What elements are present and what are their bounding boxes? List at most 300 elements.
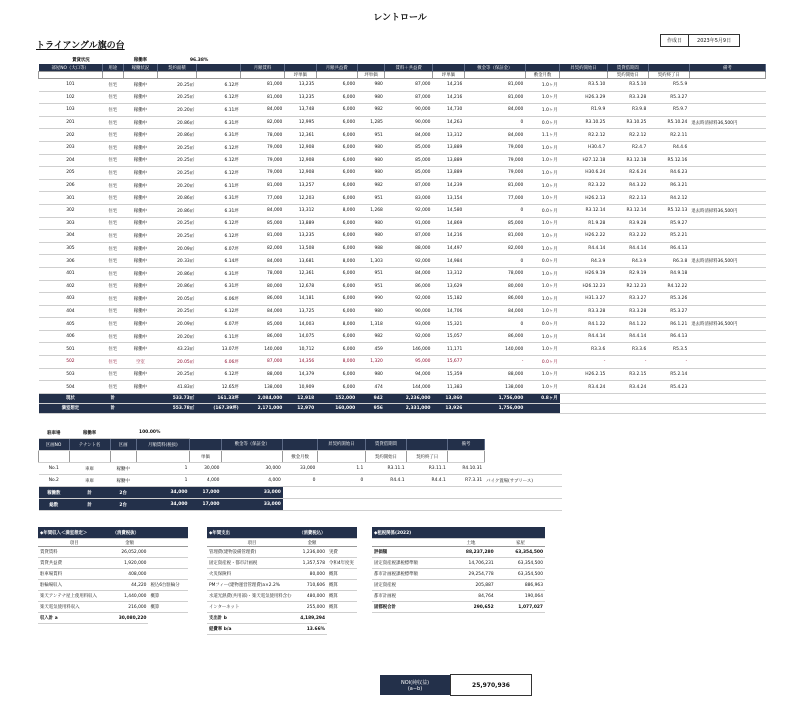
rent-cell: 12,908 (284, 154, 316, 167)
rent-total-cell: 942 (357, 393, 385, 403)
rent-cell: 12,203 (284, 192, 316, 205)
rent-cell: 92,000 (385, 330, 433, 343)
expense-note: 概算 (327, 602, 357, 613)
rent-cell: 13,235 (284, 91, 316, 104)
rent-cell: 住宅 (102, 129, 123, 142)
rent-cell: 稼働中 (123, 318, 157, 331)
rent-cell: 20.20㎡ (158, 104, 197, 117)
empty-cell (407, 487, 448, 499)
rent-cell: 14,730 (432, 104, 464, 117)
rent-cell: 138,000 (464, 381, 525, 394)
parking-total-cell: 計 (69, 487, 110, 499)
table-row (39, 318, 766, 331)
created-date-box (660, 34, 740, 47)
rent-cell: 10,909 (284, 381, 316, 394)
table-row (39, 293, 766, 306)
rent-cell: 住宅 (102, 330, 123, 343)
rent-col-header: 備考 (689, 64, 765, 72)
table-row (39, 129, 766, 142)
rent-cell: 退去時清掃料36,500円 (689, 318, 765, 331)
rent-cell: 82,000 (241, 242, 285, 255)
rent-cell: R5.12.13 (648, 204, 689, 217)
rent-cell: 20.25㎡ (158, 230, 197, 243)
rent-cell: 13,312 (432, 129, 464, 142)
rent-cell: R6.4.13 (648, 242, 689, 255)
rent-cell: 13,889 (432, 154, 464, 167)
rent-cell: 住宅 (102, 318, 123, 331)
rent-cell: 79,000 (464, 154, 525, 167)
rent-cell: 1.0ヶ月 (525, 343, 559, 356)
rent-cell: 1,303 (357, 255, 385, 268)
income-title: ◆年間収入＜満室想定＞ (38, 527, 111, 539)
rent-cell (689, 154, 765, 167)
rent-cell (689, 280, 765, 293)
expense-total-label: 支出計 b (207, 613, 297, 624)
rent-cell: 87,000 (385, 179, 433, 192)
rent-cell: 12.65坪 (196, 381, 241, 394)
rent-cell: 稼働中 (123, 91, 157, 104)
parking-col-subheader (136, 451, 189, 463)
rent-cell: 79,000 (241, 167, 285, 180)
parking-header-row (39, 439, 563, 451)
rent-cell: 90,000 (385, 104, 433, 117)
rent-cell: R4.2.12 (648, 192, 689, 205)
rent-total-cell: 1,756,000 (464, 393, 525, 403)
expense-amount: 255,000 (297, 602, 327, 613)
rent-cell: 83,000 (385, 192, 433, 205)
rent-cell: 稼働中 (123, 129, 157, 142)
rent-cell: 988 (357, 242, 385, 255)
rent-cell: 6,000 (316, 280, 357, 293)
rent-cell: H26.3.29 (560, 91, 608, 104)
empty-cell (648, 403, 689, 413)
income-note (148, 558, 188, 569)
rent-cell: 8,000 (316, 204, 357, 217)
rent-cell: 6.12坪 (196, 217, 241, 230)
rent-cell (689, 167, 765, 180)
table-row (39, 204, 766, 217)
rent-cell: R4.9.18 (648, 267, 689, 280)
rent-cell: 14,263 (432, 116, 464, 129)
rent-cell: 住宅 (102, 217, 123, 230)
rent-cell: R4.4.14 (607, 242, 648, 255)
rent-cell: 6,000 (316, 91, 357, 104)
rent-cell: 14,216 (432, 79, 464, 92)
rent-cell: 20.25㎡ (158, 79, 197, 92)
rent-total-row (39, 403, 766, 413)
empty-cell (407, 499, 448, 511)
empty-cell (484, 499, 562, 511)
rent-cell: 稼働中 (123, 343, 157, 356)
rent-cell: 43.23㎡ (158, 343, 197, 356)
list-item (38, 569, 188, 580)
expense-col-row (207, 539, 357, 547)
table-row (39, 475, 563, 487)
rent-cell: 6.12坪 (196, 91, 241, 104)
rent-cell: - (648, 356, 689, 369)
rent-cell: R3.10.25 (607, 116, 648, 129)
rent-cell: R4.4.14 (607, 330, 648, 343)
rent-cell: 14,580 (432, 204, 464, 217)
rent-total-cell: 満室想定 (39, 403, 103, 413)
rent-cell: R1.9.28 (560, 217, 608, 230)
tax-item: 固定資産税課税標準額 (372, 558, 446, 569)
parking-total-cell: 17,000 (189, 487, 221, 499)
rent-cell: 93,000 (385, 318, 433, 331)
rent-cell: 20.25㎡ (158, 154, 197, 167)
expense-col-item: 項目 (207, 539, 297, 547)
rent-cell: 951 (357, 192, 385, 205)
parking-cell: バイク置場(サブリース) (484, 475, 562, 487)
rent-cell: 住宅 (102, 104, 123, 117)
rent-cell: 146,000 (385, 343, 433, 356)
rent-cell: R3.3.28 (607, 305, 648, 318)
rent-cell: 13,889 (284, 217, 316, 230)
rent-col-subheader (196, 72, 241, 79)
rent-col-header: 昇契約開始日 (560, 64, 608, 72)
rent-cell: R1.9.9 (560, 104, 608, 117)
rent-cell: 6,000 (316, 343, 357, 356)
rent-total-cell: 0.8ヶ月 (525, 393, 559, 403)
rent-cell: H26.2.13 (560, 192, 608, 205)
rent-cell: 11,171 (432, 343, 464, 356)
rent-cell: 1.0ヶ月 (525, 381, 559, 394)
rent-cell: 81,000 (464, 91, 525, 104)
rent-cell: 14,239 (432, 179, 464, 192)
rent-cell: 8,000 (316, 318, 357, 331)
rent-cell: 102 (39, 91, 103, 104)
rent-cell: 20.86㎡ (158, 116, 197, 129)
rent-cell: 982 (357, 179, 385, 192)
rent-cell: R6.3.8 (648, 255, 689, 268)
rent-col-subheader (102, 72, 123, 79)
rent-cell: R3.3.28 (607, 91, 648, 104)
rent-cell: 0 (464, 318, 525, 331)
rent-cell: 0 (464, 204, 525, 217)
parking-total-cell: 2台 (110, 499, 136, 511)
parking-occupancy-label: 稼働率 (69, 427, 110, 439)
rent-cell: R4.3.9 (560, 255, 608, 268)
table-row (39, 280, 766, 293)
rent-cell: R5.9.27 (648, 217, 689, 230)
rent-cell: 20.09㎡ (158, 318, 197, 331)
rent-cell: 980 (357, 167, 385, 180)
rent-cell: 88,000 (464, 368, 525, 381)
rent-cell: R5.5.9 (648, 79, 689, 92)
list-item (38, 580, 188, 591)
income-amount: 1,440,000 (111, 591, 149, 602)
rent-cell: R6.3.21 (648, 179, 689, 192)
rent-cell: 80,000 (241, 280, 285, 293)
expense-note: 実費 (327, 547, 357, 558)
table-row (39, 104, 766, 117)
income-col-amount: 金額 (111, 539, 149, 547)
rent-cell: 8,000 (316, 356, 357, 369)
noi-label-text: NOI(純収益) (400, 679, 430, 686)
rent-cell: 980 (357, 368, 385, 381)
rent-cell: 6.31坪 (196, 204, 241, 217)
income-item: 賃貸共益費 (38, 558, 111, 569)
rent-cell: 6,000 (316, 293, 357, 306)
rent-cell: 住宅 (102, 91, 123, 104)
rent-cell: 1.0ヶ月 (525, 167, 559, 180)
rent-cell: 14,984 (432, 255, 464, 268)
rent-cell (689, 192, 765, 205)
rent-cell: R3.3.27 (607, 293, 648, 306)
tax-building: 886,963 (496, 580, 545, 591)
rent-cell: 20.33㎡ (158, 255, 197, 268)
rent-cell: 301 (39, 192, 103, 205)
income-tax-note: （消費税抜） (111, 527, 188, 539)
rent-cell (689, 79, 765, 92)
income-item: 楽天アンテナ屋上使用料収入 (38, 591, 111, 602)
rent-cell: 82,000 (464, 242, 525, 255)
tax-land: 84,764 (446, 591, 495, 602)
rent-cell: 0.0ヶ月 (525, 356, 559, 369)
list-item (38, 602, 188, 613)
table-row (39, 343, 766, 356)
rent-cell: 84,000 (464, 305, 525, 318)
parking-total-cell: 稼働数 (39, 487, 70, 499)
rent-cell: R3.4.24 (560, 381, 608, 394)
expense-ratio-row (207, 624, 357, 635)
rent-cell: 6.06坪 (196, 356, 241, 369)
rent-cell: 6,000 (316, 305, 357, 318)
income-col-item: 項目 (38, 539, 111, 547)
expense-item: インターネット (207, 602, 297, 613)
income-amount: 216,000 (111, 602, 149, 613)
rent-status-row (39, 56, 766, 64)
rent-cell: R2.12.23 (607, 280, 648, 293)
table-row (39, 356, 766, 369)
rent-cell: 稼働中 (123, 179, 157, 192)
expense-note: 概算 (327, 580, 357, 591)
expense-amount: 480,000 (297, 591, 327, 602)
rent-cell: R3.9.8 (607, 104, 648, 117)
rent-cell: 91,000 (385, 217, 433, 230)
parking-total-row (39, 499, 563, 511)
rent-cell: 13,889 (432, 141, 464, 154)
rent-total-cell: 160,000 (316, 403, 357, 413)
rent-cell: 住宅 (102, 368, 123, 381)
rent-cell: 980 (357, 79, 385, 92)
parking-col-header (407, 439, 448, 451)
rent-total-cell: 計 (102, 393, 123, 403)
rent-cell: - (607, 356, 648, 369)
rent-cell: R3.2.22 (607, 230, 648, 243)
rent-total-cell (123, 403, 157, 413)
rent-cell: 住宅 (102, 267, 123, 280)
rent-cell: 6.31坪 (196, 116, 241, 129)
rent-cell: 404 (39, 305, 103, 318)
rent-cell: 稼働中 (123, 104, 157, 117)
list-item (207, 591, 357, 602)
parking-col-subheader (317, 451, 365, 463)
parking-cell: R3.11.1 (407, 463, 448, 475)
rent-cell: 77,000 (464, 192, 525, 205)
rent-cell: 405 (39, 318, 103, 331)
rent-col-header: 敷金等（保証金） (464, 64, 525, 72)
rent-cell: 12,908 (284, 141, 316, 154)
rent-cell: 85,000 (385, 141, 433, 154)
rent-cell: 稼働中 (123, 368, 157, 381)
rent-cell: 6.12坪 (196, 230, 241, 243)
parking-cell: No.2 (39, 475, 70, 487)
empty-cell (648, 393, 689, 403)
parking-cell: R7.3.31 (448, 475, 484, 487)
rent-cell: 982 (357, 330, 385, 343)
rent-cell: 86,000 (464, 330, 525, 343)
rent-cell: 78,000 (241, 267, 285, 280)
income-note (148, 569, 188, 580)
rent-cell: 20.86㎡ (158, 204, 197, 217)
tax-col-row (372, 539, 545, 547)
rent-cell: 6,000 (316, 230, 357, 243)
table-row (39, 255, 766, 268)
rent-cell: 住宅 (102, 230, 123, 243)
rent-cell: 稼働中 (123, 381, 157, 394)
expense-note: 概算 (327, 591, 357, 602)
empty-cell (365, 499, 406, 511)
rent-cell: 12,995 (284, 116, 316, 129)
rent-cell: 81,000 (464, 179, 525, 192)
rent-cell: 1.0ヶ月 (525, 280, 559, 293)
rent-total-cell: 13,926 (432, 403, 464, 413)
rent-cell: R4.1.22 (607, 318, 648, 331)
rent-total-cell: 12,970 (284, 403, 316, 413)
income-amount: 44,220 (111, 580, 149, 591)
empty-cell (448, 499, 484, 511)
rent-cell: 459 (357, 343, 385, 356)
parking-total-cell: 34,000 (136, 499, 189, 511)
rent-cell: 20.09㎡ (158, 242, 197, 255)
rent-cell: 6,000 (316, 104, 357, 117)
tax-item: 固定資産税 (372, 580, 446, 591)
rent-cell: 20.25㎡ (158, 368, 197, 381)
rent-col-header: 月額共益費 (316, 64, 357, 72)
rent-col-subheader (689, 72, 765, 79)
rent-cell: 稼働中 (123, 280, 157, 293)
rent-cell: 稼働中 (123, 330, 157, 343)
rent-cell: 1.0ヶ月 (525, 141, 559, 154)
rent-cell: R3.4.24 (607, 381, 648, 394)
rent-cell: 401 (39, 267, 103, 280)
rent-cell: 12,908 (284, 167, 316, 180)
rent-cell: 79,000 (241, 154, 285, 167)
rent-cell: 85,000 (241, 217, 285, 230)
rent-cell: H31.3.27 (560, 293, 608, 306)
expense-amount: 80,000 (297, 569, 327, 580)
created-label: 作成日 (667, 38, 683, 44)
rent-total-cell (123, 393, 157, 403)
income-item: 賃貸賃料 (38, 547, 111, 558)
rent-cell (689, 91, 765, 104)
rent-cell (689, 242, 765, 255)
rent-cell: 990 (357, 293, 385, 306)
rent-col-subheader: 坪単価 (432, 72, 464, 79)
rent-cell: R4.3.9 (607, 255, 648, 268)
rent-cell: 980 (357, 305, 385, 318)
tax-building: 1,077,027 (496, 602, 545, 613)
rent-cell (689, 217, 765, 230)
rent-cell: R5.3.5 (648, 343, 689, 356)
parking-cell: R3.11.1 (365, 463, 406, 475)
parking-cell: 1.1 (317, 463, 365, 475)
rent-cell: 住宅 (102, 255, 123, 268)
rent-cell: 1.0ヶ月 (525, 330, 559, 343)
parking-cell: R4.4.1 (365, 475, 406, 487)
rent-cell: 15,321 (432, 318, 464, 331)
table-row (39, 267, 766, 280)
rent-cell: 90,000 (385, 116, 433, 129)
table-row (39, 230, 766, 243)
rent-cell: R2.6.24 (607, 167, 648, 180)
rent-cell: 稼働中 (123, 255, 157, 268)
rent-cell: R2.2.12 (560, 129, 608, 142)
rent-cell: R4.4.14 (560, 330, 608, 343)
rent-cell: 住宅 (102, 343, 123, 356)
list-item (38, 558, 188, 569)
rent-cell: R3.10.25 (560, 116, 608, 129)
parking-total-cell: 34,000 (136, 487, 189, 499)
rent-cell: 14,379 (284, 368, 316, 381)
rent-total-cell: 現状 (39, 393, 103, 403)
rent-cell: 20.20㎡ (158, 179, 197, 192)
parking-table (38, 427, 562, 511)
rent-col-subheader (123, 72, 157, 79)
rent-total-cell: 161.33坪 (196, 393, 241, 403)
table-row (39, 192, 766, 205)
rent-cell: 86,000 (241, 330, 285, 343)
rent-cell: R2.2.11 (648, 129, 689, 142)
rent-cell: 稼働中 (123, 192, 157, 205)
parking-total-cell: 2台 (110, 487, 136, 499)
rent-cell: 14,216 (432, 91, 464, 104)
rent-cell: 79,000 (464, 167, 525, 180)
rent-cell: 20.86㎡ (158, 192, 197, 205)
expense-title-row (207, 527, 357, 539)
rent-cell: 501 (39, 343, 103, 356)
rent-cell: 稼働中 (123, 230, 157, 243)
rent-cell: R3.3.6 (607, 343, 648, 356)
rent-cell: 86,000 (241, 293, 285, 306)
parking-col-subheader (448, 451, 484, 463)
income-total-row (38, 613, 188, 624)
table-row (39, 242, 766, 255)
empty-cell (372, 539, 446, 547)
rent-cell: 982 (357, 104, 385, 117)
tax-building: 63,354,500 (496, 569, 545, 580)
rent-cell: 203 (39, 141, 103, 154)
rent-cell: 6.06坪 (196, 293, 241, 306)
rent-cell: R5.3.27 (648, 305, 689, 318)
rent-cell: 住宅 (102, 116, 123, 129)
rent-cell: 稼働中 (123, 141, 157, 154)
rent-cell (689, 343, 765, 356)
rent-cell: 6.12坪 (196, 79, 241, 92)
rent-cell: 951 (357, 280, 385, 293)
table-row (39, 463, 563, 475)
parking-col-header: 昇契約開始日 (317, 439, 365, 451)
rent-cell: R5.12.16 (648, 154, 689, 167)
rent-cell: R6.1.21 (648, 318, 689, 331)
rent-cell: 140,000 (464, 343, 525, 356)
rent-cell: 6,000 (316, 167, 357, 180)
list-item (372, 558, 545, 569)
rent-cell: 303 (39, 217, 103, 230)
rent-cell: 住宅 (102, 305, 123, 318)
rent-cell: 住宅 (102, 141, 123, 154)
